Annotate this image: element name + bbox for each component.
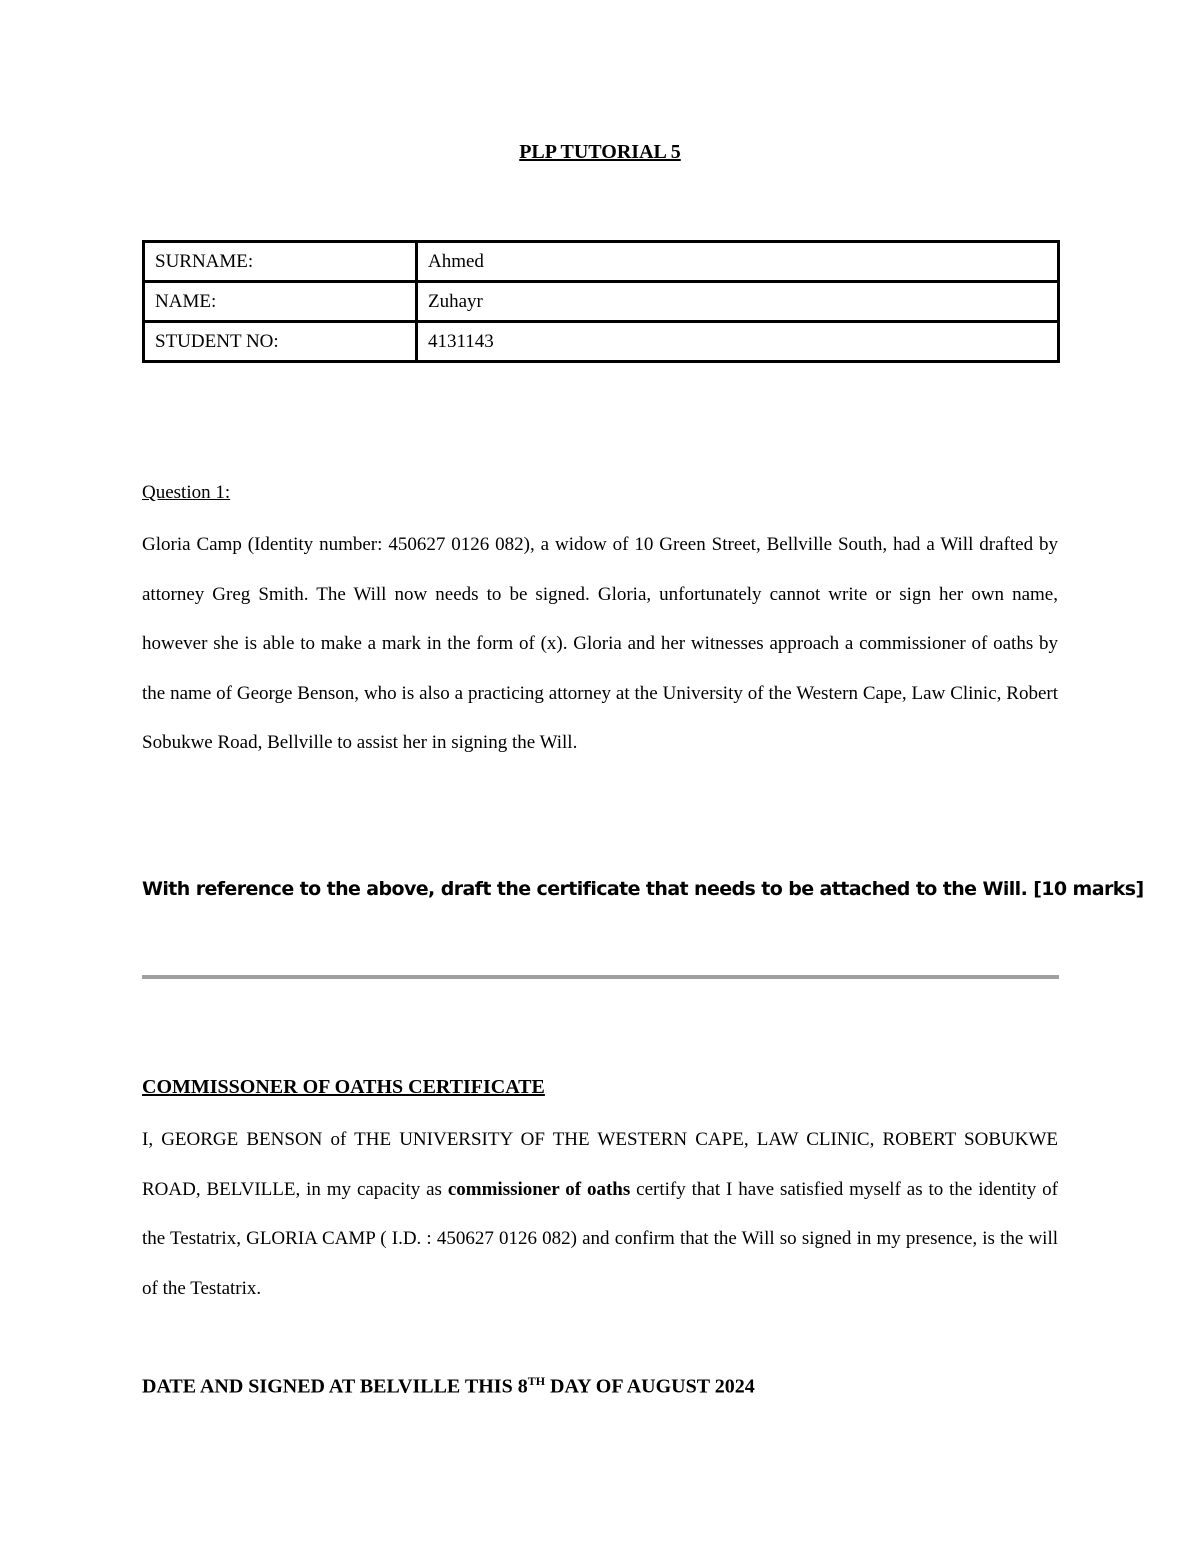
table-row — [144, 242, 1059, 282]
certificate-text-part1: I, GEORGE BENSON of THE UNIVERSITY OF THE WESTERN CAPE, LAW CLINIC, ROBERT SOBUKWE ROAD, BELVILLE, in my capacity as — [142, 1129, 1058, 1200]
document-title: PLP TUTORIAL 5 — [519, 141, 681, 163]
table-row — [144, 322, 1059, 362]
name-value: Zuhayr — [417, 282, 1059, 322]
dated-superscript: TH — [527, 1374, 546, 1388]
name-label: NAME: — [144, 282, 417, 322]
surname-value: Ahmed — [417, 242, 1059, 282]
table-row — [144, 282, 1059, 322]
student-no-value: 4131143 — [417, 322, 1059, 362]
dated-suffix: DAY OF AUGUST 2024 — [550, 1375, 755, 1398]
dated-and-signed-line — [142, 1374, 755, 1399]
student-details-table — [142, 240, 1060, 363]
certificate-text-part2: certify that I have satisfied myself as to the identity of the Testatrix, GLORIA CAMP ( I.D. : 450627 0126 082) and confirm that the Will so signed in my presence, is the will of the Testatrix. — [142, 1178, 1058, 1299]
student-no-label: STUDENT NO: — [144, 322, 417, 362]
question-text: Gloria Camp (Identity number: 450627 0126 082), a widow of 10 Green Street, Bellville South, had a Will drafted by attorney Greg Smith. The Will now needs to be signed. Gloria, unfortunately cannot write or sign her own name, however she is able to make a mark in the form of (x). Gloria and her witnesses approach a commissioner of oaths by the name of George Benson, who is also a practicing attorney at the University of the Western Cape, Law Clinic, Robert Sobukwe Road, Bellville to assist her in signing the Will. — [142, 534, 1058, 753]
certificate-bold-phrase: commissioner of oaths — [447, 1178, 631, 1200]
question-heading: Question 1: — [142, 482, 231, 503]
dated-prefix: DATE AND SIGNED AT BELVILLE THIS 8 — [142, 1375, 528, 1398]
question-task: With reference to the above, draft the certificate that needs to be attached to the Will. [10 marks] — [142, 878, 1144, 900]
certificate-heading: COMMISSONER OF OATHS CERTIFICATE — [142, 1076, 545, 1098]
horizontal-divider — [142, 975, 1059, 979]
certificate-text — [142, 1115, 1058, 1313]
surname-label: SURNAME: — [144, 242, 417, 282]
